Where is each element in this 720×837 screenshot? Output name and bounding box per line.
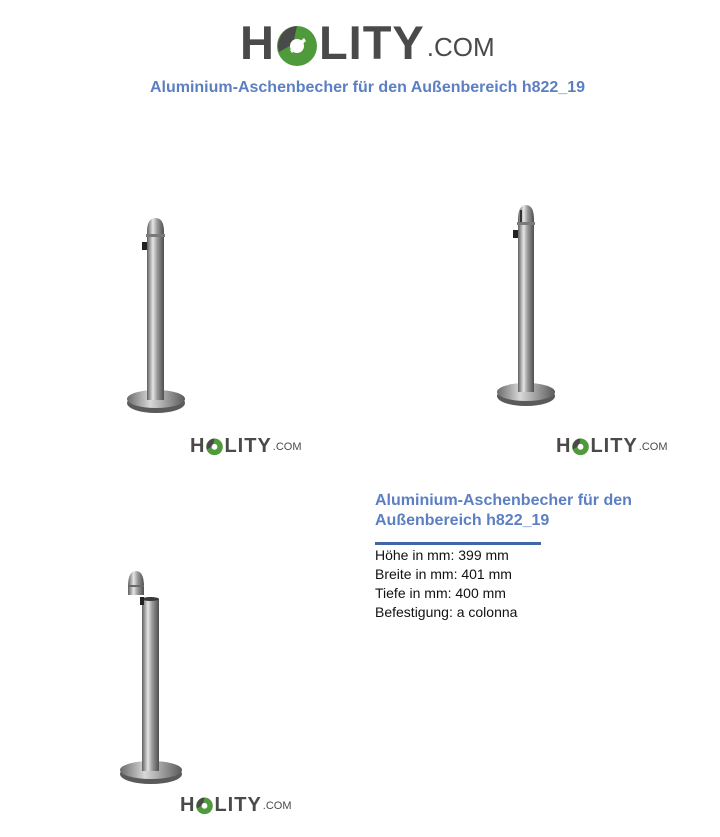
logo-o-icon	[195, 795, 214, 815]
spec-height: Höhe in mm: 399 mm	[375, 547, 509, 563]
logo-letters-lity: LITY	[318, 16, 425, 69]
product-specs	[375, 546, 517, 622]
logo-letter-h: H	[240, 16, 275, 69]
title-divider	[375, 542, 541, 545]
logo-domain: .COM	[426, 32, 495, 62]
photo-1-watermark-logo: H LITY .COM	[190, 435, 302, 457]
product-description-title: Aluminium-Aschenbecher für den Außenbereich h822_19	[375, 492, 632, 529]
photo-2-watermark-logo: H LITY .COM	[556, 435, 668, 457]
product-photo-open	[110, 565, 200, 790]
site-logo[interactable]	[240, 12, 495, 68]
photo-3-watermark-logo: H LITY .COM	[180, 794, 292, 816]
spec-mounting: Befestigung: a colonna	[375, 604, 518, 620]
logo-o-icon	[571, 436, 590, 456]
product-photo-side	[490, 200, 570, 410]
page-title: Aluminium-Aschenbecher für den Außenbereich h822_19	[149, 79, 586, 96]
spec-width: Breite in mm: 401 mm	[375, 566, 512, 582]
logo-o-icon	[205, 436, 224, 456]
product-photo-front	[110, 210, 200, 420]
logo-o-icon	[275, 20, 319, 68]
spec-depth: Tiefe in mm: 400 mm	[375, 585, 506, 601]
